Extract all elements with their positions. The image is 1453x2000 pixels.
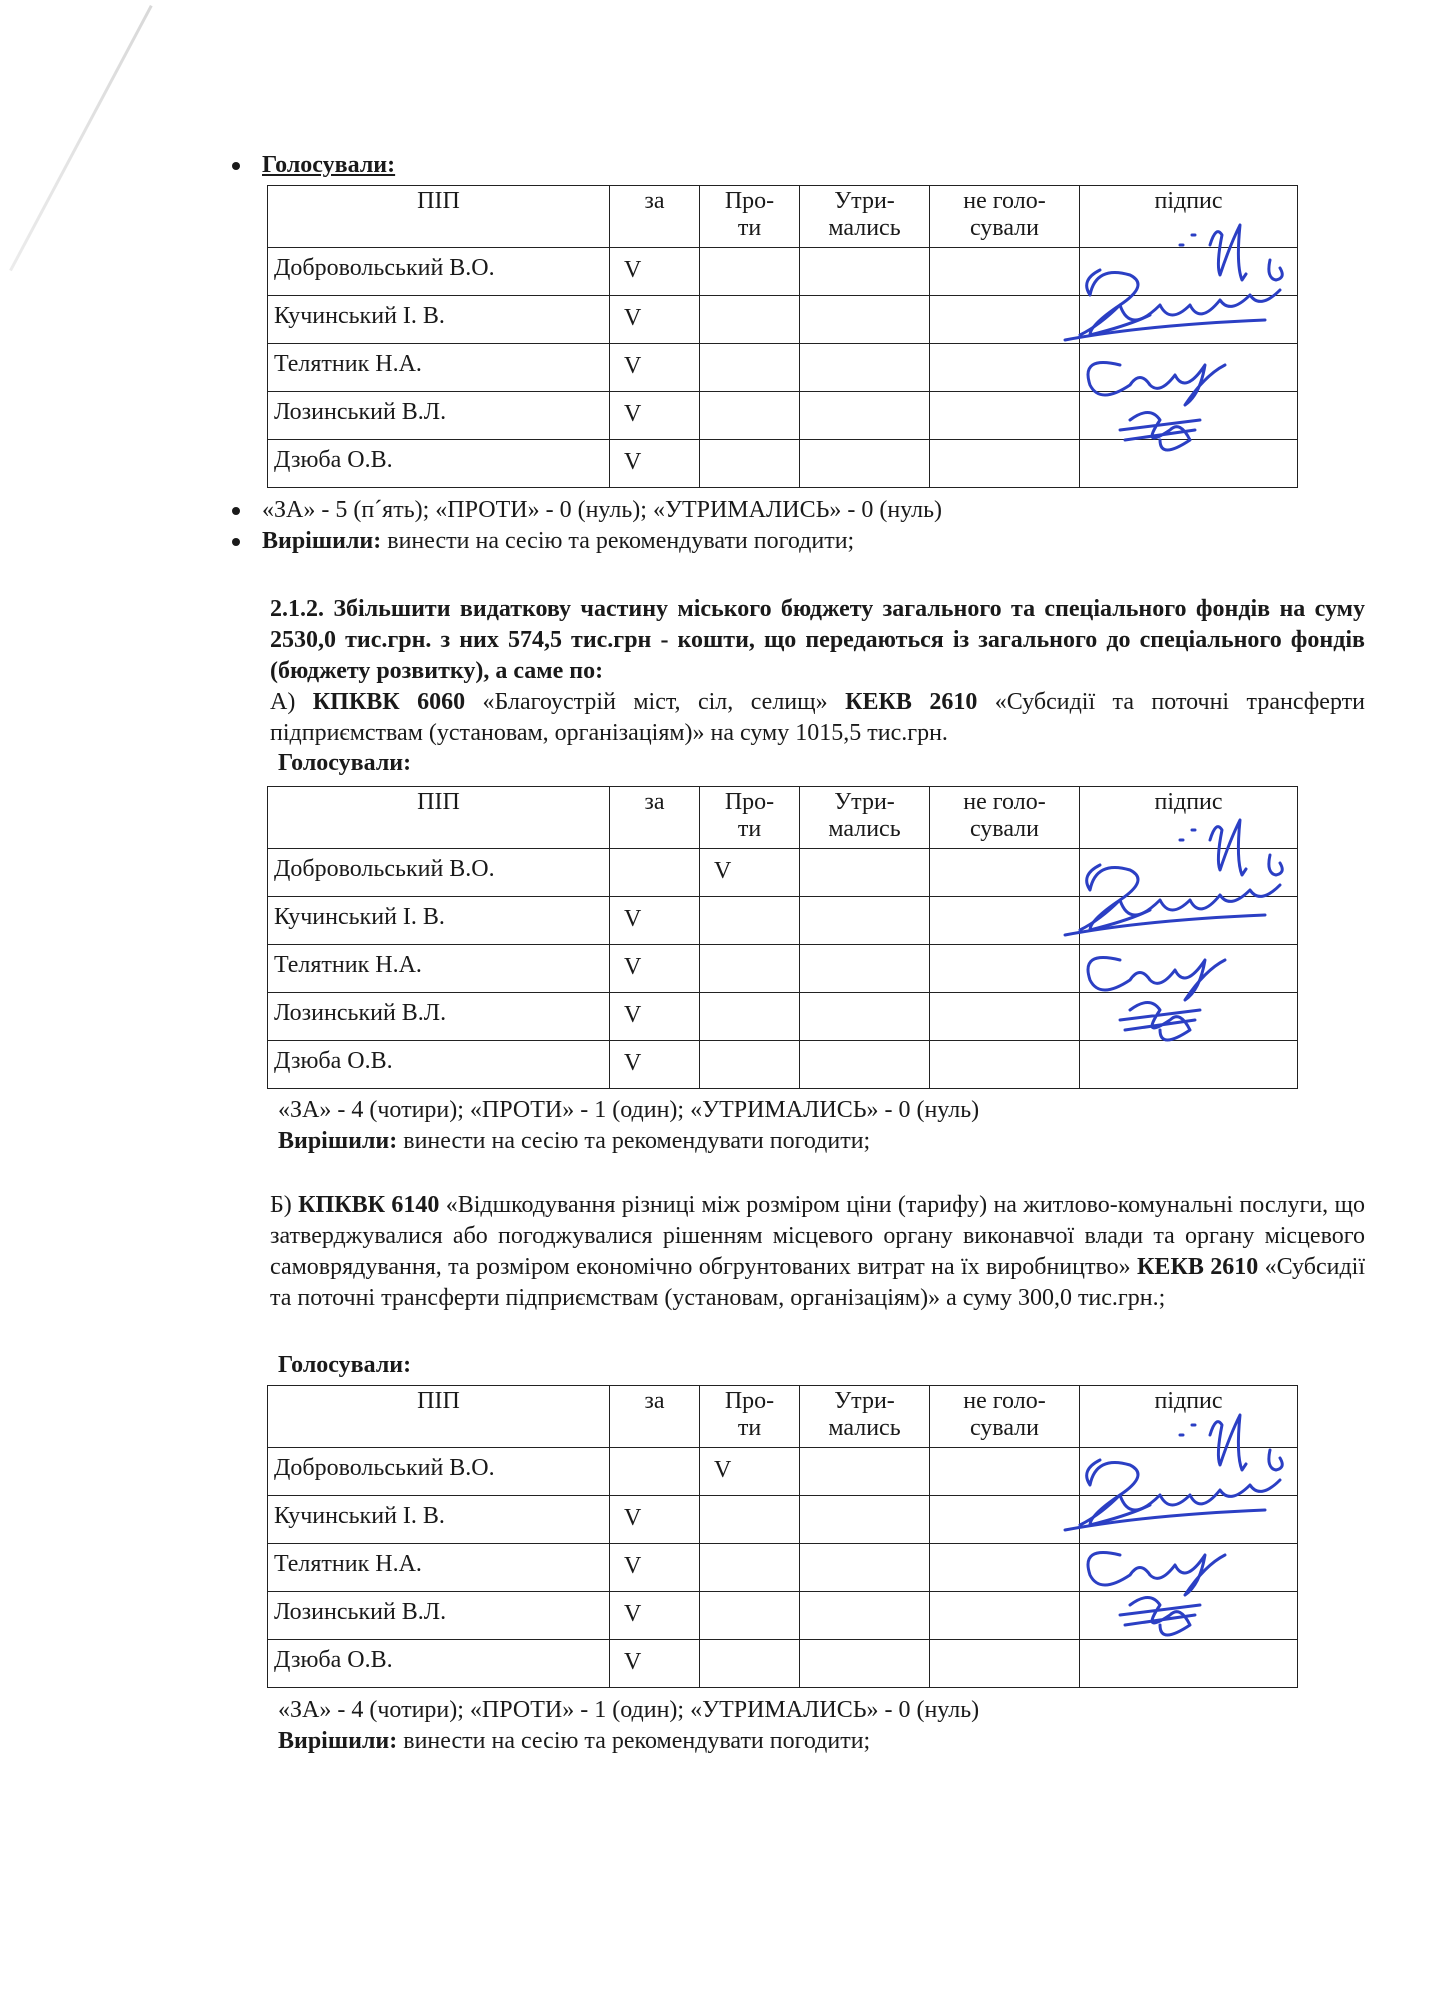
table-row — [268, 440, 1298, 488]
col-ne-header: не голо- сували — [930, 186, 1080, 248]
table-row — [268, 296, 1298, 344]
decision-3: Вирішили: винести на сесію та рекомендувати погодити; — [278, 1728, 871, 1754]
member-name: Кучинський І. В. — [268, 1496, 610, 1544]
vote-za: V — [610, 440, 700, 488]
table-row — [268, 1592, 1298, 1640]
vote-za: V — [610, 897, 700, 945]
table-row — [268, 945, 1298, 993]
table-row — [268, 1041, 1298, 1089]
vote-za: V — [610, 1041, 700, 1089]
table-row — [268, 344, 1298, 392]
decision-2: Вирішили: винести на сесію та рекомендувати погодити; — [278, 1128, 871, 1154]
vote-proty — [700, 1592, 800, 1640]
table-row — [268, 1640, 1298, 1688]
vote-result-3: «ЗА» - 4 (чотири); «ПРОТИ» - 1 (один); «УТРИМАЛИСЬ» - 0 (нуль) — [278, 1697, 980, 1723]
vote-za: V — [610, 1640, 700, 1688]
col-pidpys-header: підпис — [1080, 787, 1298, 849]
col-pidpys-header: підпис — [1080, 186, 1298, 248]
col-utr-header: Утри- мались — [800, 186, 930, 248]
member-name: Дзюба О.В. — [268, 1640, 610, 1688]
scan-artifact — [9, 5, 152, 271]
member-name: Добровольський В.О. — [268, 248, 610, 296]
vote-proty — [700, 440, 800, 488]
table-row — [268, 993, 1298, 1041]
voting-heading-3: Голосували: — [278, 1352, 412, 1378]
item-b-text: Б) КПКВК 6140 «Відшкодування різниці між розміром ціни (тарифу) на житлово-комунальні послуги, що затверджувалися або погоджувалися рішенням місцевого органу виконавчої влади та органу місцевого самоврядування, та розміром економічно обгрунтованих витрат на їх виробництво» КЕКВ 2610 «Субсидії та поточні трансферти підприємствам (установам, організаціям)» а суму 300,0 тис.грн.; — [270, 1192, 1365, 1311]
member-name: Телятник Н.А. — [268, 945, 610, 993]
item-a-text: А) КПКВК 6060 «Благоустрій міст, сіл, селищ» КЕКВ 2610 «Субсидії та поточні трансферти підприємствам (установам, організаціям)» на суму 1015,5 тис.грн. — [270, 689, 1365, 746]
table-row — [268, 897, 1298, 945]
table-row — [268, 1448, 1298, 1496]
table-header — [268, 1386, 1298, 1448]
vote-proty — [700, 392, 800, 440]
col-name-header: ПІП — [268, 1386, 610, 1448]
vote-proty — [700, 897, 800, 945]
vote-table-2 — [267, 786, 1298, 1089]
table-row — [268, 849, 1298, 897]
member-name: Лозинський В.Л. — [268, 993, 610, 1041]
vote-proty: V — [700, 1448, 800, 1496]
member-name: Кучинський І. В. — [268, 897, 610, 945]
vote-result-2: «ЗА» - 4 (чотири); «ПРОТИ» - 1 (один); «УТРИМАЛИСЬ» - 0 (нуль) — [278, 1097, 980, 1123]
member-name: Кучинський І. В. — [268, 296, 610, 344]
member-name: Лозинський В.Л. — [268, 1592, 610, 1640]
vote-proty — [700, 993, 800, 1041]
col-ne-header: не голо- сували — [930, 1386, 1080, 1448]
vote-proty — [700, 344, 800, 392]
vote-result-1: «ЗА» - 5 (п´ять); «ПРОТИ» - 0 (нуль); «УТРИМАЛИСЬ» - 0 (нуль) — [262, 495, 942, 526]
vote-za — [610, 849, 700, 897]
voting-heading-1: Голосували: — [262, 150, 395, 181]
col-proty-header: Про- ти — [700, 1386, 800, 1448]
vote-table-3 — [267, 1385, 1298, 1688]
col-name-header: ПІП — [268, 787, 610, 849]
table-row — [268, 1496, 1298, 1544]
vote-za: V — [610, 1592, 700, 1640]
voting-heading-2: Голосували: — [278, 750, 412, 776]
col-proty-header: Про- ти — [700, 787, 800, 849]
vote-table-1 — [267, 185, 1298, 488]
vote-za: V — [610, 945, 700, 993]
member-name: Телятник Н.А. — [268, 344, 610, 392]
vote-proty: V — [700, 849, 800, 897]
vote-za: V — [610, 344, 700, 392]
item-2-1-2-text: 2.1.2. Збільшити видаткову частину міського бюджету загального та спеціального фондів на суму 2530,0 тис.грн. з них 574,5 тис.грн - кошти, що передаються із загального до спеціального фондів (бюджету розвитку), а саме по: — [270, 596, 1365, 684]
table-row — [268, 1544, 1298, 1592]
decision-1: Вирішили: винести на сесію та рекомендувати погодити; — [262, 526, 854, 557]
member-name: Добровольський В.О. — [268, 849, 610, 897]
vote-za: V — [610, 392, 700, 440]
vote-za: V — [610, 1544, 700, 1592]
vote-proty — [700, 1496, 800, 1544]
vote-proty — [700, 1640, 800, 1688]
vote-proty — [700, 248, 800, 296]
col-utr-header: Утри- мались — [800, 1386, 930, 1448]
vote-za: V — [610, 248, 700, 296]
vote-proty — [700, 1041, 800, 1089]
member-name: Лозинський В.Л. — [268, 392, 610, 440]
col-pidpys-header: підпис — [1080, 1386, 1298, 1448]
vote-proty — [700, 1544, 800, 1592]
member-name: Дзюба О.В. — [268, 1041, 610, 1089]
col-za-header: за — [610, 186, 700, 248]
vote-za: V — [610, 993, 700, 1041]
col-name-header: ПІП — [268, 186, 610, 248]
table-row — [268, 248, 1298, 296]
member-name: Добровольський В.О. — [268, 1448, 610, 1496]
col-utr-header: Утри- мались — [800, 787, 930, 849]
col-za-header: за — [610, 1386, 700, 1448]
table-header — [268, 787, 1298, 849]
vote-proty — [700, 296, 800, 344]
col-ne-header: не голо- сували — [930, 787, 1080, 849]
col-proty-header: Про- ти — [700, 186, 800, 248]
vote-za: V — [610, 296, 700, 344]
vote-za — [610, 1448, 700, 1496]
vote-za: V — [610, 1496, 700, 1544]
vote-proty — [700, 945, 800, 993]
table-header — [268, 186, 1298, 248]
col-za-header: за — [610, 787, 700, 849]
member-name: Телятник Н.А. — [268, 1544, 610, 1592]
table-row — [268, 392, 1298, 440]
member-name: Дзюба О.В. — [268, 440, 610, 488]
